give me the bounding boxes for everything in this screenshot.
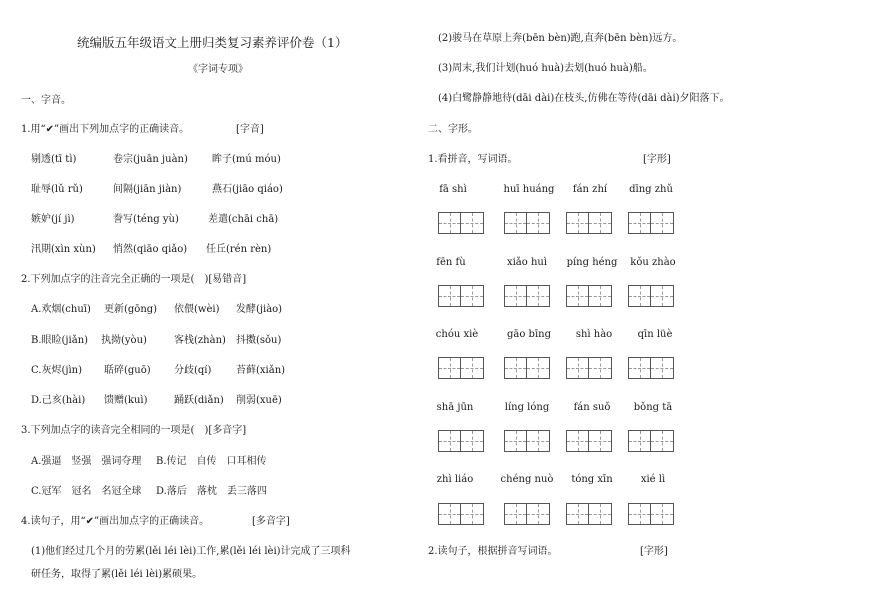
word-item: 差遣(chāi chā)	[208, 214, 279, 225]
option-item: D.己亥(hài)	[31, 395, 86, 406]
pinyin-label: xié lì	[640, 474, 666, 485]
sentence-line: (3)周末,我们计划(huó huà)去划(huó huà)船。	[438, 63, 653, 74]
option-item: 馈赠(kuì)	[104, 395, 148, 406]
pinyin-label: fán zhí	[572, 184, 608, 195]
writing-grid[interactable]	[566, 503, 612, 525]
word-item: 悄然(qiāo qiǎo)	[113, 244, 188, 255]
pinyin-label: qīn lüè	[637, 329, 673, 340]
writing-grid[interactable]	[566, 212, 612, 234]
pinyin-label: dīng zhǔ	[629, 184, 673, 195]
question-prompt: 1.看拼音，写词语。	[428, 154, 518, 165]
option-item: B.传记 自传 口耳相传	[156, 456, 267, 467]
pinyin-label: fēn fù	[436, 257, 466, 268]
writing-grid[interactable]	[566, 357, 612, 379]
writing-grid[interactable]	[628, 285, 674, 307]
section-heading: 二、字形。	[428, 124, 478, 135]
option-item: B.眼睑(jiǎn)	[31, 335, 89, 346]
word-item: 燕石(jiāo qiáo)	[212, 184, 283, 195]
word-item: 间隔(jiān jiàn)	[113, 184, 182, 195]
word-item: 耻辱(lǔ rǔ)	[31, 184, 83, 195]
question-tag: [字音]	[236, 124, 264, 135]
option-item: 执拗(yòu)	[101, 335, 147, 346]
pinyin-label: tóng xīn	[571, 474, 613, 485]
option-item: D.落后 落枕 丢三落四	[156, 486, 267, 497]
writing-grid[interactable]	[504, 430, 550, 452]
word-item: 任丘(rén rèn)	[206, 244, 272, 255]
pinyin-label: fā shì	[439, 184, 467, 195]
option-item: A.欢烟(chuī)	[31, 304, 91, 315]
option-item: 抖擞(sǒu)	[236, 335, 282, 346]
word-item: 誊写(téng yù)	[113, 214, 179, 225]
pinyin-label: kǒu zhào	[630, 257, 676, 268]
question-prompt: 4.读句子，用“✔”画出加点字的正确读音。	[21, 516, 210, 527]
section-heading: 一、字音。	[21, 95, 71, 106]
question-tag: [字形]	[640, 546, 668, 557]
writing-grid[interactable]	[504, 503, 550, 525]
pinyin-label: huī huáng	[503, 184, 555, 195]
writing-grid[interactable]	[504, 357, 550, 379]
sentence-line: (4)白鹭静静地待(dāi dài)在枝头,仿佛在等待(dāi dài)夕阳落下。	[438, 93, 730, 104]
pinyin-label: shā jūn	[436, 402, 474, 413]
writing-grid[interactable]	[566, 285, 612, 307]
writing-grid[interactable]	[628, 357, 674, 379]
pinyin-label: líng lóng	[504, 402, 550, 413]
option-item: A.强逼 竖强 强词夺理	[31, 456, 142, 467]
writing-grid[interactable]	[566, 430, 612, 452]
writing-grid[interactable]	[438, 212, 484, 234]
paper-subtitle: 《字词专项》	[188, 64, 248, 75]
option-item: 依偎(wèi)	[174, 304, 220, 315]
writing-grid[interactable]	[504, 285, 550, 307]
pinyin-label: zhì liáo	[436, 474, 474, 485]
option-item: 苔藓(xiǎn)	[236, 365, 286, 376]
writing-grid[interactable]	[628, 503, 674, 525]
option-item: 踊跃(diǎn)	[174, 395, 224, 406]
pinyin-label: píng héng	[566, 257, 618, 268]
writing-grid[interactable]	[504, 212, 550, 234]
option-item: 分歧(qí)	[174, 365, 212, 376]
word-item: 汛期(xìn xùn)	[31, 244, 96, 255]
pinyin-label: shì hào	[575, 329, 613, 340]
pinyin-label: chóu xiè	[435, 329, 479, 340]
pinyin-label: gāo bīng	[506, 329, 551, 340]
pinyin-label: bǒng tā	[633, 402, 673, 413]
writing-grid[interactable]	[628, 212, 674, 234]
writing-grid[interactable]	[438, 285, 484, 307]
option-item: 发酵(jiào)	[236, 304, 283, 315]
word-item: 剔透(tī tì)	[31, 154, 77, 165]
paper-title: 统编版五年级语文上册归类复习素养评价卷（1）	[77, 35, 348, 50]
question-prompt: 2.下列加点字的注音完全正确的一项是( )[易错音]	[21, 274, 247, 285]
question-prompt: 2.读句子，根据拼音写词语。	[428, 546, 558, 557]
writing-grid[interactable]	[628, 430, 674, 452]
option-item: 聒碎(guō)	[104, 365, 151, 376]
writing-grid[interactable]	[438, 430, 484, 452]
writing-grid[interactable]	[438, 503, 484, 525]
option-item: 更新(gōng)	[104, 304, 158, 315]
option-item: C.冠军 冠名 名冠全球	[31, 486, 142, 497]
writing-grid[interactable]	[438, 357, 484, 379]
sentence-line: 研任务，取得了累(lěi léi lèi)累硕果。	[31, 569, 203, 580]
question-prompt: 3.下列加点字的读音完全相同的一项是( )[多音字]	[21, 425, 247, 436]
option-item: 削弱(xuē)	[236, 395, 282, 406]
pinyin-label: xiǎo huì	[506, 257, 548, 268]
pinyin-label: fán suǒ	[573, 402, 611, 413]
word-item: 卷宗(juān juàn)	[113, 154, 188, 165]
option-item: C.灰烬(jìn)	[31, 365, 83, 376]
question-prompt: 1.用“✔”画出下列加点字的正确读音。	[21, 124, 190, 135]
option-item: 客栈(zhàn)	[174, 335, 226, 346]
question-tag: [多音字]	[252, 516, 290, 527]
word-item: 嫉妒(jí jì)	[31, 214, 75, 225]
question-tag: [字形]	[643, 154, 671, 165]
sentence-line: (1)他们经过几个月的劳累(lěi léi lèi)工作,累(lěi léi lèi)计完成了三项科	[31, 546, 351, 557]
pinyin-label: chéng nuò	[500, 474, 554, 485]
sentence-line: (2)骏马在草原上奔(bēn bèn)跑,直奔(bēn bèn)远方。	[438, 33, 683, 44]
word-item: 眸子(mú móu)	[212, 154, 281, 165]
